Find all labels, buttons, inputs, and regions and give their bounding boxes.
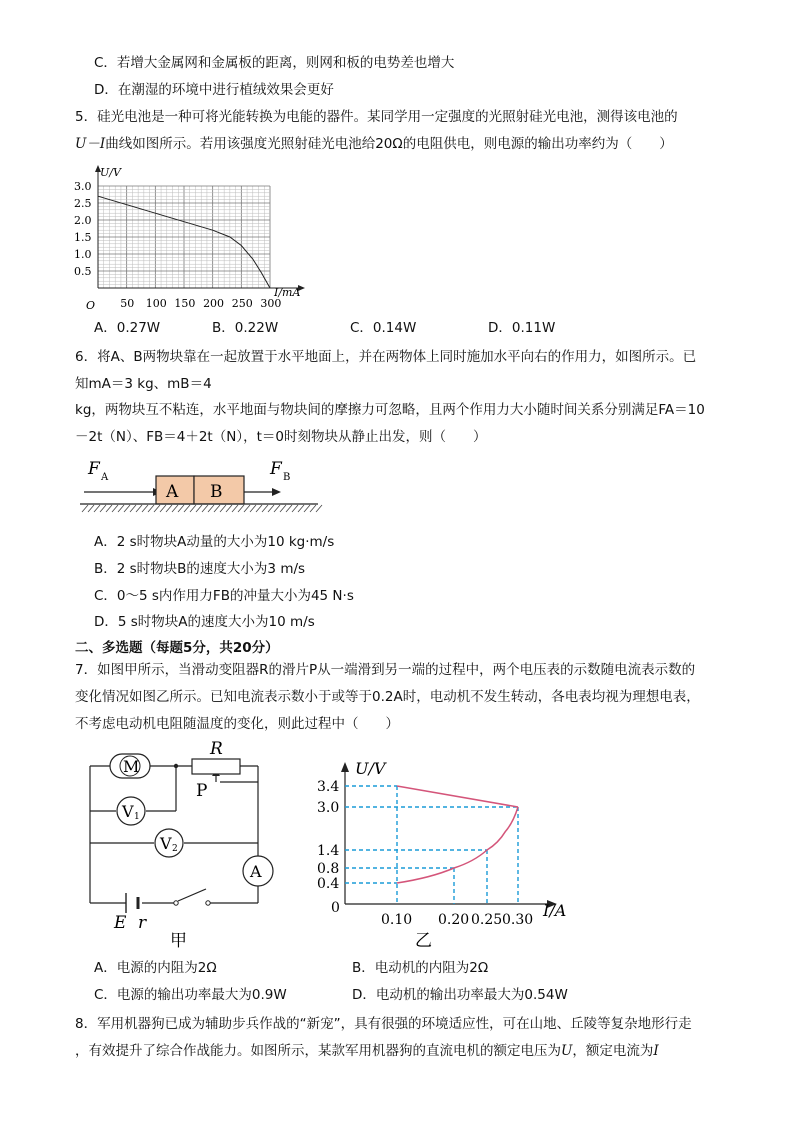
q7-x-tick-label: 0.25 [471,912,503,928]
hatch-mark [286,505,292,512]
q5-y-tick-label: 1.0 [74,248,92,261]
hatch-mark [244,505,250,512]
q7-option-d: D．电动机的输出功率最大为0.54W [352,987,568,1003]
q5-x-axis-label: I/mA [274,286,301,299]
q6-blocks-figure [78,456,338,526]
q7-y-axis-label: U/V [355,759,386,778]
q7-x-axis-label: I/A [543,901,567,920]
hatch-mark [226,505,232,512]
hatch-mark [166,505,172,512]
block-b-label: B [210,482,223,502]
q8-stem-line2 [75,1041,659,1061]
q8-var-i: I [653,1043,659,1059]
hatch-mark [202,505,208,512]
hatch-mark [82,505,88,512]
fa-label-sub: A [101,472,109,483]
q5-x-tick-label: 50 [120,297,135,310]
internal-resistance-label: r [138,913,147,933]
q7-chart-guides [345,786,518,904]
section2-title: 二、多选题（每题5分，共20分） [75,640,279,656]
q5-y-tick-label: 2.0 [74,214,92,227]
q8-stem-line1: 8．军用机器狗已成为辅助步兵作战的“新宠”，具有很强的环境适应性，可在山地、丘陵等复杂地形行走 [75,1016,692,1032]
q7-y-tick-label: 3.4 [317,779,340,795]
hatch-mark [256,505,262,512]
q6-stem-line3: kg，两物块互不粘连，水平地面与物块间的摩擦力可忽略，且两个作用力大小随时间关系分别满足FA＝10 [75,402,705,418]
svg-text:V: V [160,834,172,853]
q5-y-tick-label: 3.0 [74,180,92,193]
hatch-mark [316,505,322,512]
hatch-mark [196,505,202,512]
fa-label: F [88,459,100,479]
fb-label-sub: B [283,472,291,483]
q5-stem-line1: 5．硅光电池是一种可将光能转换为电能的器件。某同学用一定强度的光照射硅光电池，测得该电池的 [75,109,678,125]
hatch-mark [148,505,154,512]
resistor-label: R [210,739,223,759]
q7-y-axis-arrow [341,762,349,772]
q6-option-a: A．2 s时物块A动量的大小为10 kg·m/s [94,534,335,550]
q5-option-b: B．0.22W [212,320,279,336]
q6-option-d: D．5 s时物块A的速度大小为10 m/s [94,614,315,630]
q7-stem-line1: 7．如图甲所示，当滑动变阻器R的滑片P从一端滑到另一端的过程中，两个电压表的示数随电流表示数的 [75,662,696,678]
q7-origin-label: 0 [331,900,340,916]
hatch-mark [268,505,274,512]
ammeter-label: A [250,862,262,881]
hatch-mark [100,505,106,512]
hatch-mark [142,505,148,512]
q5-x-tick-label: 300 [260,297,282,310]
q8-stem-line2b: ，额定电流为 [572,1043,654,1059]
hatch-mark [232,505,238,512]
q7-x-tick-label: 0.10 [381,912,413,928]
hatch-mark [112,505,118,512]
hatch-mark [208,505,214,512]
hatch-mark [250,505,256,512]
hatch-mark [88,505,94,512]
q7-x-tick-label: 0.20 [438,912,470,928]
hatch-mark [160,505,166,512]
fb-label: F [270,459,282,479]
q5-x-tick-label: 100 [145,297,167,310]
block-a-label: A [166,482,179,502]
hatch-mark [190,505,196,512]
q7-chart-ticks [317,779,533,928]
q6-option-b: B．2 s时物块B的速度大小为3 m/s [94,561,306,577]
q7-x-tick-label: 0.30 [502,912,534,928]
q5-stem-line2-text: 曲线如图所示。若用该强度光照射硅光电池给20Ω的电阻供电，则电源的输出功率约为（ ） [105,136,673,152]
q7-option-b: B．电动机的内阻为2Ω [352,960,489,976]
q5-chart-grid [98,186,270,288]
q7-option-c: C．电源的输出功率最大为0.9W [94,987,287,1003]
q5-x-tick-label: 150 [174,297,196,310]
hatch-mark [178,505,184,512]
figure-b-caption: 乙 [415,931,432,951]
hatch-mark [292,505,298,512]
hatch-mark [136,505,142,512]
q5-option-c: C．0.14W [350,320,417,336]
q7-stem-line3: 不考虑电动机电阻随温度的变化，则此过程中（ ） [75,716,399,732]
hatch-mark [304,505,310,512]
q5-ui-variable: U－I [75,136,106,152]
hatch-mark [280,505,286,512]
svg-text:1: 1 [134,812,140,822]
hatch-mark [172,505,178,512]
q7-option-a: A．电源的内阻为2Ω [94,960,217,976]
svg-text:V: V [122,802,134,821]
q4-option-d: D．在潮湿的环境中进行植绒效果会更好 [94,82,334,98]
q5-ui-chart [70,162,330,312]
q7-chart-axes [341,762,557,908]
emf-label: E [114,913,127,933]
q5-x-tick-label: 250 [231,297,253,310]
figure-a-caption: 甲 [170,931,187,951]
hatch-mark [238,505,244,512]
q5-option-d: D．0.11W [488,320,556,336]
motor-label: M [123,757,140,776]
hatch-mark [220,505,226,512]
hatch-mark [106,505,112,512]
q5-x-tick-label: 200 [203,297,225,310]
q5-y-tick-label: 1.5 [74,231,92,244]
hatch-mark [118,505,124,512]
hatch-mark [94,505,100,512]
q7-ui-chart [315,752,575,952]
q7-y-tick-label: 3.0 [317,800,340,816]
hatch-mark [154,505,160,512]
hatch-mark [124,505,130,512]
q7-y-tick-label: 1.4 [317,843,340,859]
q6-stem-line4: －2t（N）、FB＝4＋2t（N），t＝0时刻物块从静止出发，则（ ） [75,429,487,445]
q6-option-c: C．0～5 s内作用力FB的冲量大小为45 N·s [94,588,354,604]
q7-series-v2 [397,807,518,883]
hatch-mark [298,505,304,512]
q5-y-tick-label: 2.5 [74,197,92,210]
hatch-mark [262,505,268,512]
hatch-mark [130,505,136,512]
ground-hatching [82,505,322,512]
q6-stem-line1: 6．将A、B两物块靠在一起放置于水平地面上，并在两物体上同时施加水平向右的作用力，如图所示。已 [75,349,697,365]
q6-stem-line2: 知mA＝3 kg、mB＝4 [75,376,212,392]
q5-origin-label: O [86,299,96,312]
svg-text:2: 2 [172,844,178,854]
q5-y-axis-label: U/V [100,166,121,179]
hatch-mark [310,505,316,512]
hatch-mark [214,505,220,512]
q8-var-u: U [561,1043,573,1059]
q5-y-tick-label: 0.5 [74,265,92,278]
q5-option-a: A．0.27W [94,320,161,336]
hatch-mark [274,505,280,512]
hatch-mark [184,505,190,512]
q7-series-v1 [397,786,518,807]
rheostat [192,759,240,774]
slider-label: P [196,781,208,801]
q7-y-tick-label: 0.4 [317,876,340,892]
q4-option-c: C．若增大金属网和金属板的距离，则网和板的电势差也增大 [94,55,455,71]
q5-stem-line2 [75,134,673,154]
q7-y-tick-label: 0.8 [317,861,340,877]
q7-circuit-diagram [80,738,280,953]
q8-stem-line2-text: ，有效提升了综合作战能力。如图所示，某款军用机器狗的直流电机的额定电压为 [75,1043,561,1059]
q7-stem-line2: 变化情况如图乙所示。已知电流表示数小于或等于0.2A时，电动机不发生转动，各电表均视为理想电表， [75,689,700,705]
